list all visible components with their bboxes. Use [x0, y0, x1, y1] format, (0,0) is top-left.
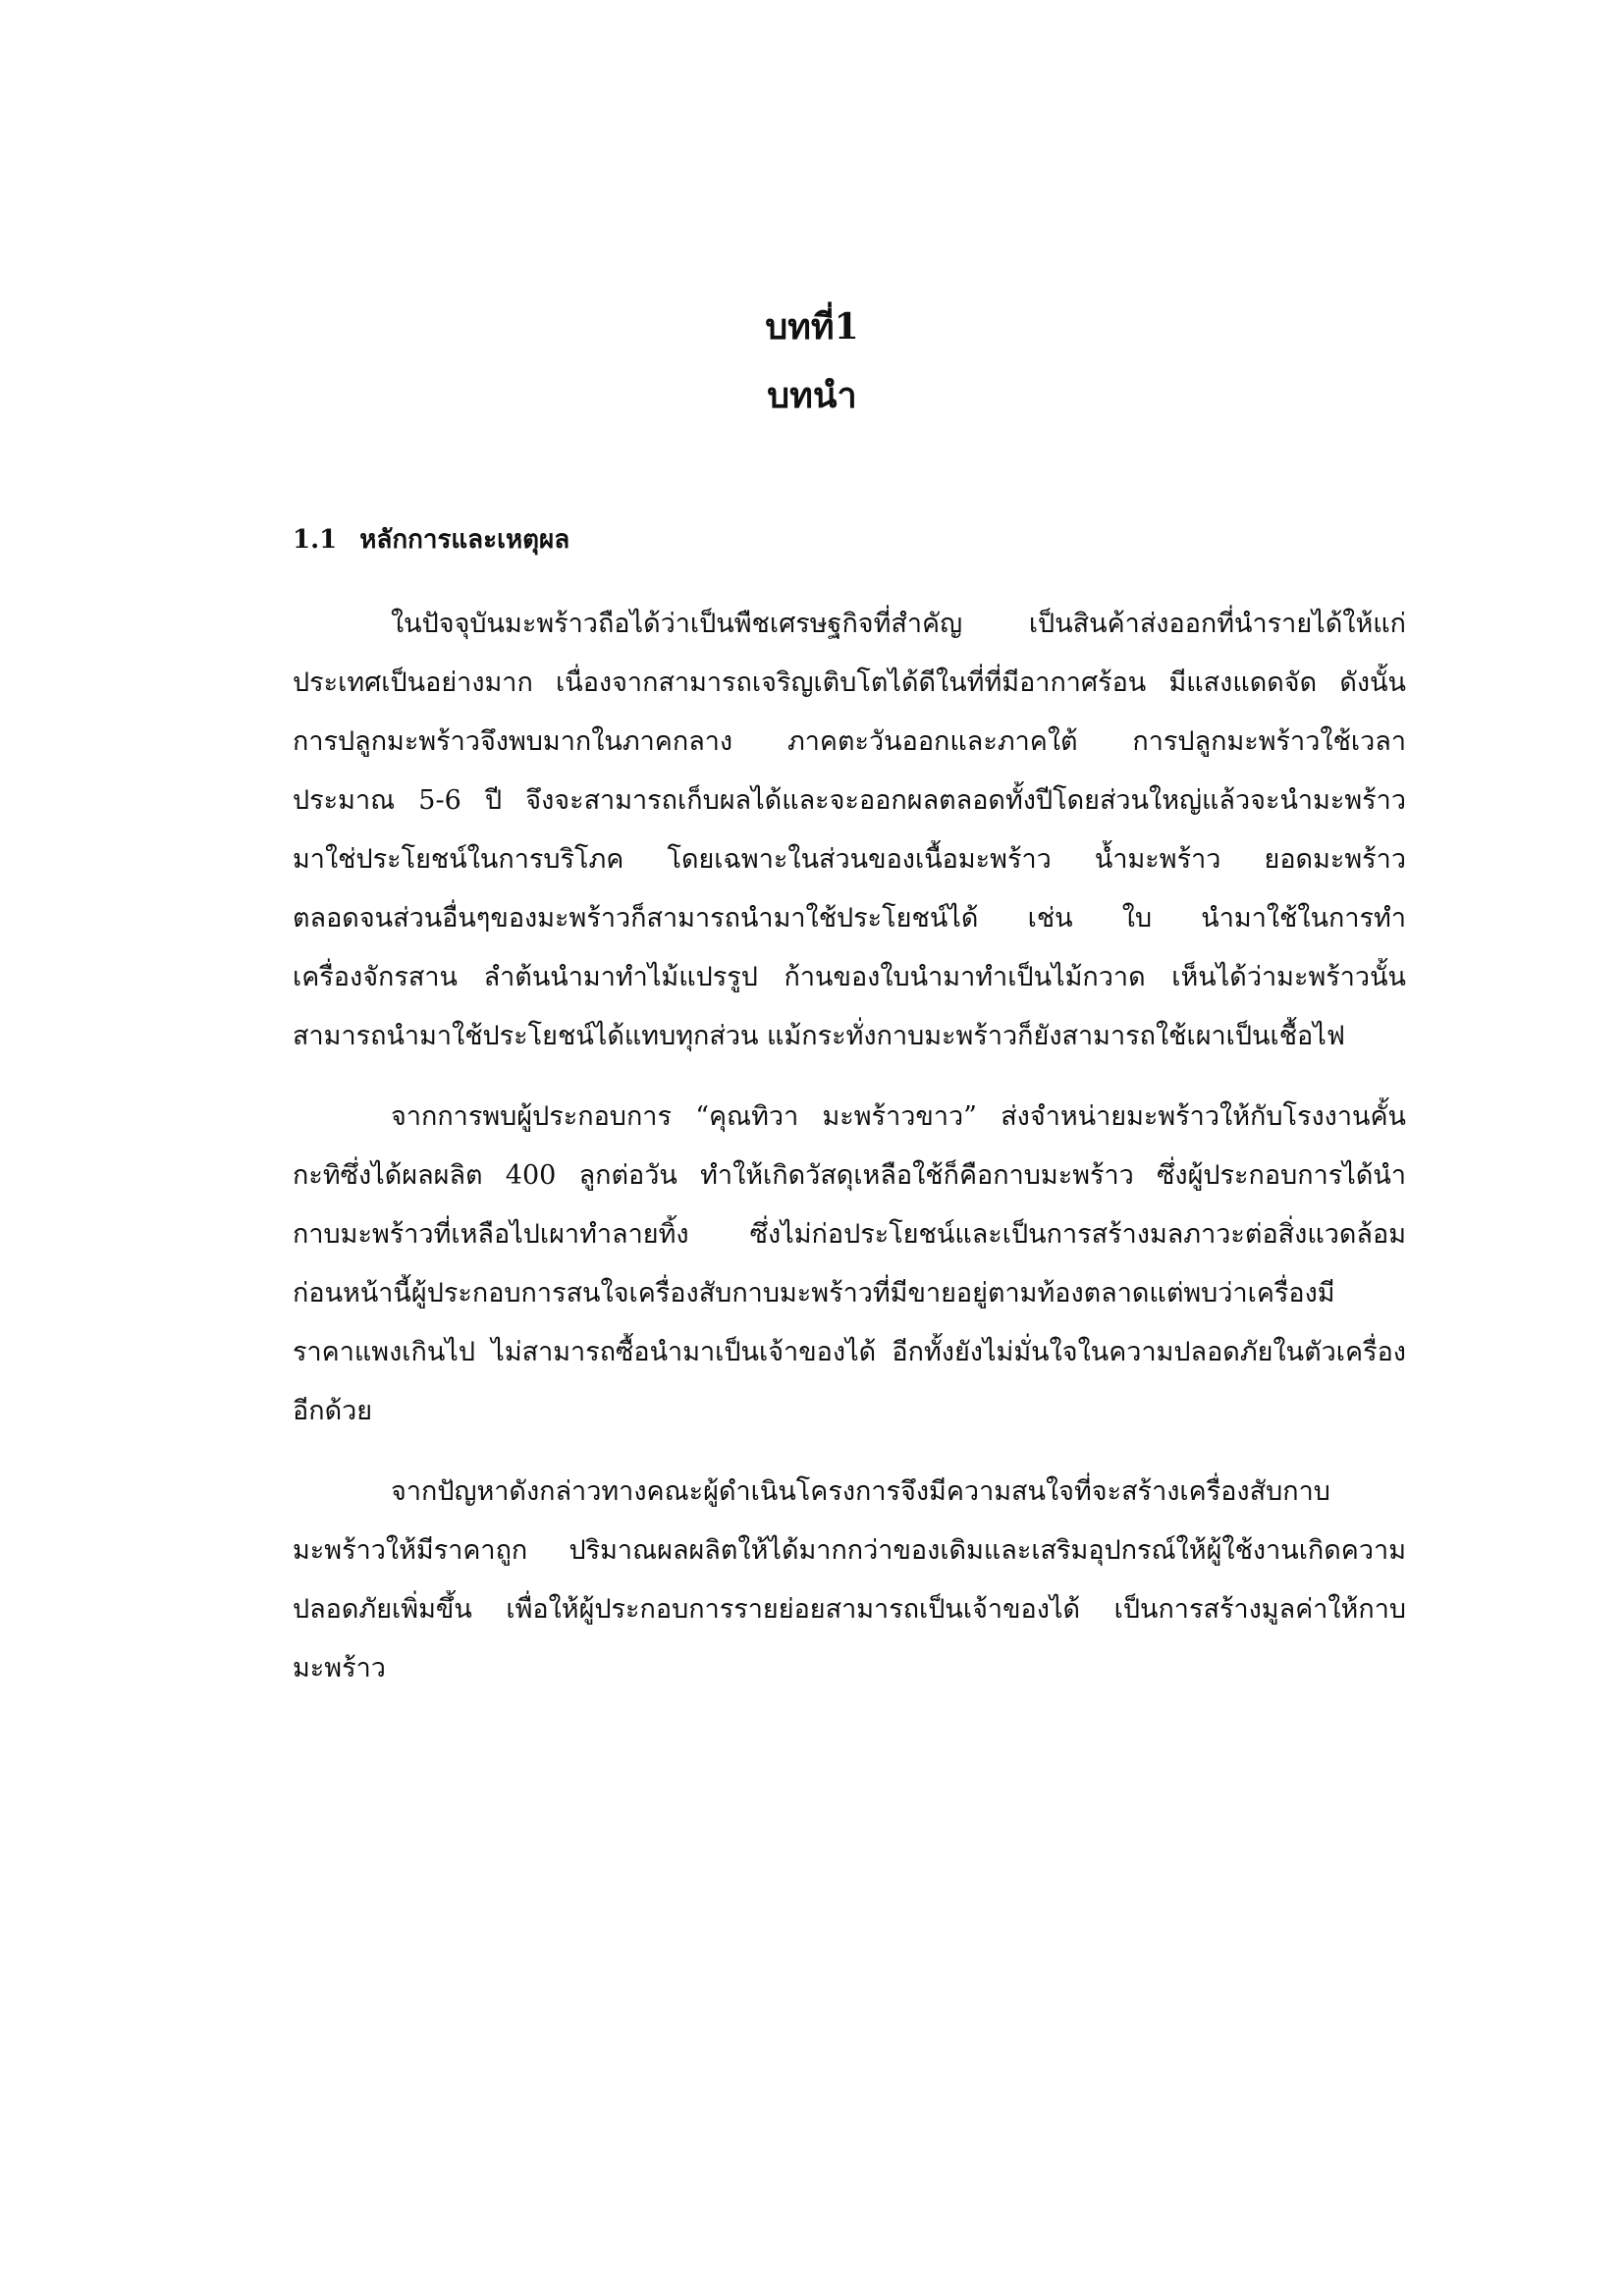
paragraph-line: กะทิซึ่งได้ผลผลิต 400 ลูกต่อวัน ทำให้เกิดวัสดุเหลือใช้ก็คือกาบมะพร้าว ซึ่งผู้ประกอบการได้นำ — [293, 1160, 1406, 1191]
paragraph-line: จากการพบผู้ประกอบการ “คุณทิวา มะพร้าวขาว” ส่งจำหน่ายมะพร้าวให้กับโรงงานคั้น — [391, 1101, 1406, 1132]
section-heading — [293, 520, 569, 560]
paragraph-line: มะพร้าว — [293, 1653, 386, 1683]
paragraph-line: การปลูกมะพร้าวจึงพบมากในภาคกลาง ภาคตะวันออกและภาคใต้ การปลูกมะพร้าวใช้เวลา — [293, 726, 1406, 757]
paragraph-line: ก่อนหน้านี้ผู้ประกอบการสนใจเครื่องสับกาบมะพร้าวที่มีขายอยู่ตามท้องตลาดแต่พบว่าเครื่องมี — [293, 1278, 1335, 1308]
paragraph-line: มะพร้าวให้มีราคาถูก ปริมาณผลผลิตให้ได้มากกว่าของเดิมและเสริมอุปกรณ์ให้ผู้ใช้งานเกิดความ — [293, 1535, 1406, 1566]
paragraph-line: ในปัจจุบันมะพร้าวถือได้ว่าเป็นพืชเศรษฐกิจที่สำคัญ เป็นสินค้าส่งออกที่นำรายได้ให้แก่ — [391, 609, 1406, 639]
paragraph-line: มาใช่ประโยชน์ในการบริโภค โดยเฉพาะในส่วนของเนื้อมะพร้าว น้ำมะพร้าว ยอดมะพร้าว — [293, 844, 1406, 875]
section-number: 1.1 — [293, 525, 338, 555]
paragraph-line: กาบมะพร้าวที่เหลือไปเผาทำลายทิ้ง ซึ่งไม่ก่อประโยชน์และเป็นการสร้างมลภาวะต่อสิ่งแวดล้อม — [293, 1219, 1406, 1250]
chapter-title: บทนำ — [767, 375, 857, 416]
paragraph-line: ตลอดจนส่วนอื่นๆของมะพร้าวก็สามารถนำมาใช้ประโยชน์ได้ เช่น ใบ นำมาใช้ในการทำ — [293, 903, 1406, 934]
chapter-number: บทที่1 — [765, 306, 859, 347]
paragraph-line: สามารถนำมาใช้ประโยชน์ได้แทบทุกส่วน แม้กระทั่งกาบมะพร้าวก็ยังสามารถใช้เผาเป็นเชื้อไฟ — [293, 1021, 1345, 1051]
paragraph-line: จากปัญหาดังกล่าวทางคณะผู้ดำเนินโครงการจึงมีความสนใจที่จะสร้างเครื่องสับกาบ — [391, 1476, 1330, 1507]
paragraph-line: ราคาแพงเกินไป ไม่สามารถซื้อนำมาเป็นเจ้าของได้ อีกทั้งยังไม่มั่นใจในความปลอดภัยในตัวเครื่อง — [293, 1337, 1406, 1367]
section-title: หลักการและเหตุผล — [359, 525, 570, 555]
paragraph-line: อีกด้วย — [293, 1396, 373, 1426]
paragraph-line: ประเทศเป็นอย่างมาก เนื่องจากสามารถเจริญเติบโตได้ดีในที่ที่มีอากาศร้อน มีแสงแดดจัด ดังนั้น — [293, 667, 1406, 698]
paragraph-line: เครื่องจักรสาน ลำต้นนำมาทำไม้แปรรูป ก้านของใบนำมาทำเป็นไม้กวาด เห็นได้ว่ามะพร้าวนั้น — [293, 962, 1406, 992]
paragraph-line: ประมาณ 5-6 ปี จึงจะสามารถเก็บผลได้และจะออกผลตลอดทั้งปีโดยส่วนใหญ่แล้วจะนำมะพร้าว — [293, 785, 1406, 816]
paragraph-line: ปลอดภัยเพิ่มขึ้น เพื่อให้ผู้ประกอบการรายย่อยสามารถเป็นเจ้าของได้ เป็นการสร้างมูลค่าให้กาบ — [293, 1594, 1406, 1625]
